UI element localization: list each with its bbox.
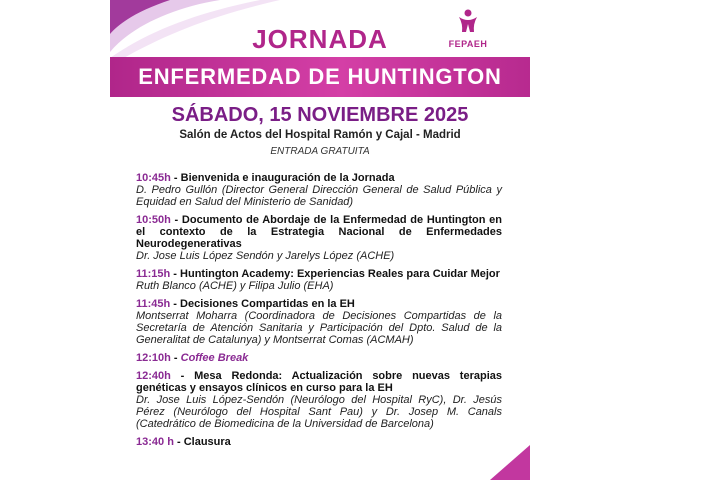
- agenda-item: [136, 214, 502, 262]
- agenda-time: 10:45h: [136, 172, 171, 184]
- ribbon-person-icon: [455, 8, 481, 34]
- entry-note: ENTRADA GRATUITA: [270, 146, 370, 157]
- event-subtitle: ENFERMEDAD DE HUNTINGTON: [138, 64, 502, 89]
- agenda-time: 11:15h: [136, 268, 171, 280]
- agenda-time: 10:50h: [136, 214, 171, 226]
- agenda-item: [136, 370, 502, 430]
- agenda: [136, 172, 502, 454]
- agenda-item: [136, 268, 502, 292]
- agenda-title: - Clausura: [173, 436, 231, 448]
- agenda-speakers: Montserrat Moharra (Coordinadora de Decisiones Compartidas de la Secretaría de Atención Sanitaria y Participación del Dpto. Salud de la Generalitat de Catalunya) y Montserrat Comas (ACMAH): [136, 310, 502, 346]
- agenda-time: 11:45h: [136, 298, 171, 310]
- agenda-title: - Mesa Redonda: Actualización sobre nuevas terapias genéticas y ensayos clínicos en curso para la EH: [136, 370, 502, 394]
- event-poster: [110, 0, 530, 480]
- agenda-time: 12:40h: [136, 370, 171, 382]
- title-band: [110, 57, 530, 97]
- agenda-item: [136, 172, 502, 208]
- agenda-speakers: Ruth Blanco (ACHE) y Filipa Julio (EHA): [136, 280, 334, 292]
- agenda-title: - Bienvenida e inauguración de la Jornada: [170, 172, 395, 184]
- decorative-corner-triangle: [480, 445, 530, 480]
- page-title: JORNADA: [252, 24, 388, 54]
- agenda-title: - Documento de Abordaje de la Enfermedad de Huntington en el contexto de la Estrategia Nacional de Enfermedades Neurodegenerativas: [136, 214, 502, 250]
- agenda-item: [136, 298, 502, 346]
- fepaeh-logo: [440, 8, 496, 52]
- agenda-speakers: Dr. Jose Luis López-Sendón (Neurólogo del Hospital RyC), Dr. Jesús Pérez (Neurólogo del Hospital Sant Pau) y Dr. Josep M. Canals (Catedrático de Biomedicina de la Universidad de Barcelona): [136, 394, 502, 430]
- agenda-time: 12:10h: [136, 352, 171, 364]
- logo-text: FEPAEH: [448, 39, 488, 49]
- coffee-break-label: Coffee Break: [180, 352, 249, 364]
- event-date: SÁBADO, 15 NOVIEMBRE 2025: [171, 104, 469, 126]
- agenda-title: - Huntington Academy: Experiencias Reales para Cuidar Mejor: [170, 268, 500, 280]
- agenda-item-break: 12:10h - Coffee Break: [136, 352, 249, 364]
- agenda-title: - Decisiones Compartidas en la EH: [170, 298, 355, 310]
- agenda-speakers: Dr. Jose Luis López Sendón y Jarelys López (ACHE): [136, 250, 395, 262]
- agenda-time: 13:40 h: [136, 436, 174, 448]
- agenda-item: [136, 436, 502, 448]
- agenda-speakers: D. Pedro Gullón (Director General Dirección General de Salud Pública y Equidad en Salud del Ministerio de Sanidad): [136, 184, 502, 208]
- event-venue: Salón de Actos del Hospital Ramón y Cajal - Madrid: [179, 129, 461, 141]
